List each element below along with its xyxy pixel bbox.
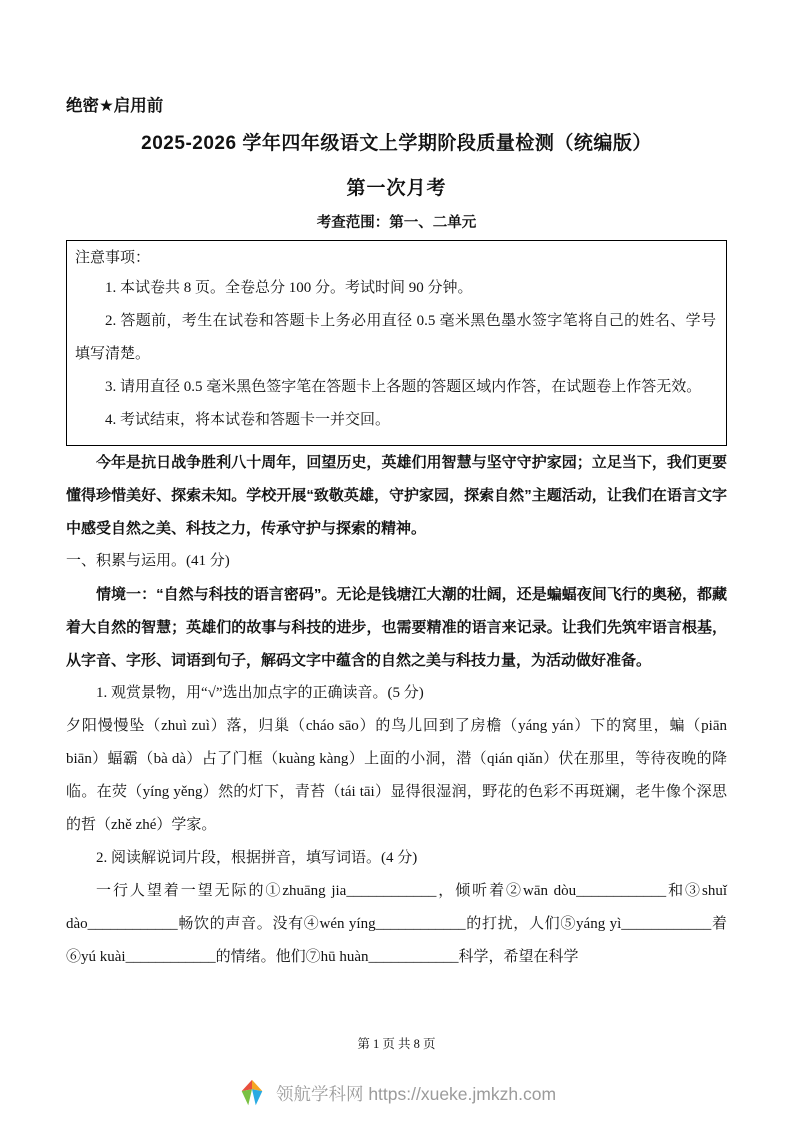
secret-label: 绝密★启用前 (66, 97, 164, 115)
question-2-text: 一行人望着一望无际的①zhuāng jia____________，倾听着②wān dòu____________和③shuǐ dào____________畅饮的声音。没有④wén yíng____________的打扰，人们⑤yáng yì____________着⑥yú kuài____________的情绪。他们⑦hū huàn____________科学，希望在科学 (66, 883, 727, 965)
page-number: 第 1 页 共 8 页 (357, 1037, 436, 1051)
intro-paragraph: 今年是抗日战争胜利八十周年，回望历史，英雄们用智慧与坚守守护家园；立足当下，我们更要懂得珍惜美好、探索未知。学校开展“致敬英雄，守护家园，探索自然”主题活动，让我们在语言文字中感受自然之美、科技之力，传承守护与探索的精神。 (66, 454, 727, 537)
notice-item-3: 3. 请用直径 0.5 毫米黑色签字笔在答题卡上各题的答题区域内作答，在试题卷上作答无效。 (105, 379, 702, 395)
question-1-heading: 1. 观赏景物，用“√”选出加点字的正确读音。(5 分) (96, 685, 424, 701)
exam-name: 第一次月考 (346, 178, 447, 199)
notice-item-4: 4. 考试结束，将本试卷和答题卡一并交回。 (105, 412, 391, 428)
question-2-heading: 2. 阅读解说词片段，根据拼音，填写词语。(4 分) (96, 850, 418, 866)
notice-heading: 注意事项： (75, 250, 151, 266)
doc-title: 2025-2026 学年四年级语文上学期阶段质量检测（统编版） (141, 133, 652, 154)
notice-item-1: 1. 本试卷共 8 页。全卷总分 100 分。考试时间 90 分钟。 (105, 280, 473, 296)
section-1-heading: 一、积累与运用。(41 分) (66, 553, 230, 569)
question-1-text: 夕阳慢慢坠（zhuì zuì）落，归巢（cháo sāo）的鸟儿回到了房檐（yáng yán）下的窝里，蝙（piān biān）蝠霸（bà dà）占了门框（kuàng kàng）上面的小洞，潜（qián qiǎn）伏在那里，等待夜晚的降临。在荧（yíng yěng）然的灯下，青苔（tái tāi）显得很湿润，野花的色彩不再斑斓，老牛像个深思的哲（zhě zhé）学家。 (66, 718, 727, 833)
notice-item-2: 2. 答题前，考生在试卷和答题卡上务必用直径 0.5 毫米黑色墨水签字笔将自己的姓名、学号填写清楚。 (75, 313, 716, 362)
exam-scope: 考查范围：第一、二单元 (316, 215, 477, 231)
watermark (0, 1078, 793, 1108)
notice-box (66, 240, 727, 446)
xueke-logo (237, 1078, 267, 1108)
watermark-text: 领航学科网 https://xueke.jmkzh.com (275, 1083, 557, 1104)
scenario-paragraph: 情境一：“自然与科技的语言密码”。无论是钱塘江大潮的壮阔，还是蝙蝠夜间飞行的奥秘，都藏着大自然的智慧；英雄们的故事与科技的进步，也需要精准的语言来记录。让我们先筑牢语言根基，从字音、字形、词语到句子，解码文字中蕴含的自然之美与科技力量，为活动做好准备。 (66, 586, 727, 669)
